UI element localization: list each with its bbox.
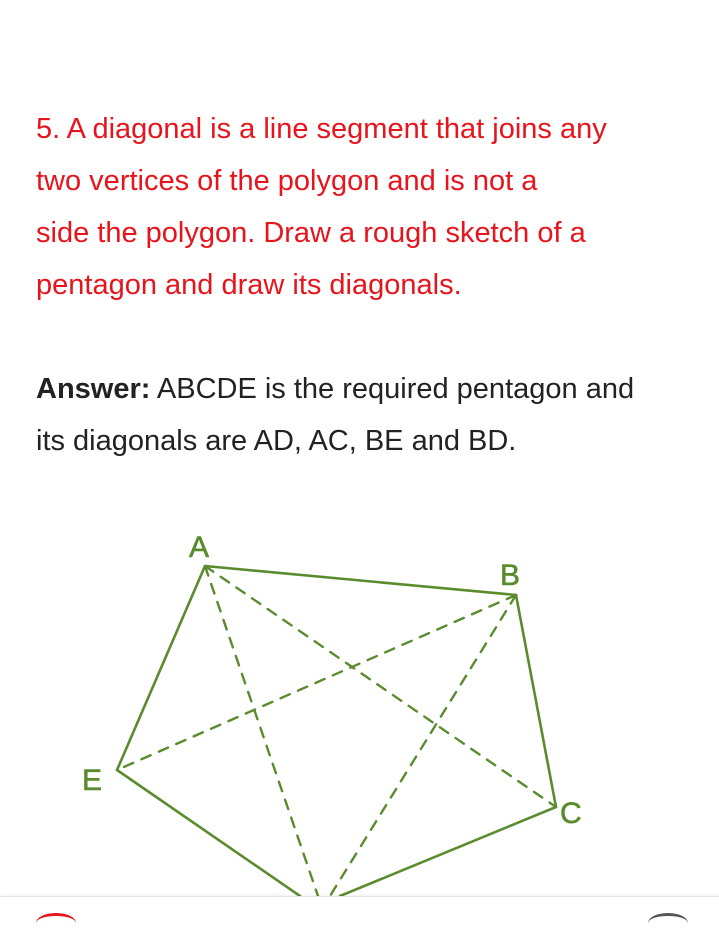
answer-line-1 (36, 363, 696, 415)
side-bc (516, 595, 556, 807)
diagonal-ac (205, 566, 556, 807)
bottom-left-button[interactable] (36, 913, 76, 933)
vertex-label-e: E (82, 764, 103, 797)
question-line-2: two vertices of the polygon and is not a (36, 165, 538, 197)
pentagon-diagram (0, 520, 719, 896)
answer-label: Answer: (36, 373, 151, 405)
question-line-1: 5. A diagonal is a line segment that joins any (36, 113, 607, 145)
vertex-label-c: C (560, 797, 582, 830)
diagonal-be (117, 595, 516, 770)
side-cd (340, 807, 556, 896)
bottom-bar (0, 896, 719, 922)
side-ed (117, 770, 300, 896)
side-ab (205, 566, 516, 595)
vertex-label-a: A (189, 531, 210, 564)
answer-line-2: its diagonals are AD, AC, BE and BD. (36, 425, 517, 457)
question-line-4: pentagon and draw its diagonals. (36, 269, 462, 301)
bottom-right-button[interactable] (648, 913, 688, 933)
diagonal-ad (205, 566, 318, 896)
answer-line-1-text: ABCDE is the required pentagon and (150, 373, 635, 405)
answer-text (36, 363, 696, 467)
pentagon-figure (0, 520, 719, 896)
question-line-3: side the polygon. Draw a rough sketch of a (36, 217, 586, 249)
vertex-label-b: B (500, 559, 521, 592)
diagonal-bd (330, 595, 516, 896)
side-ae (117, 566, 205, 770)
question-text (36, 103, 686, 311)
